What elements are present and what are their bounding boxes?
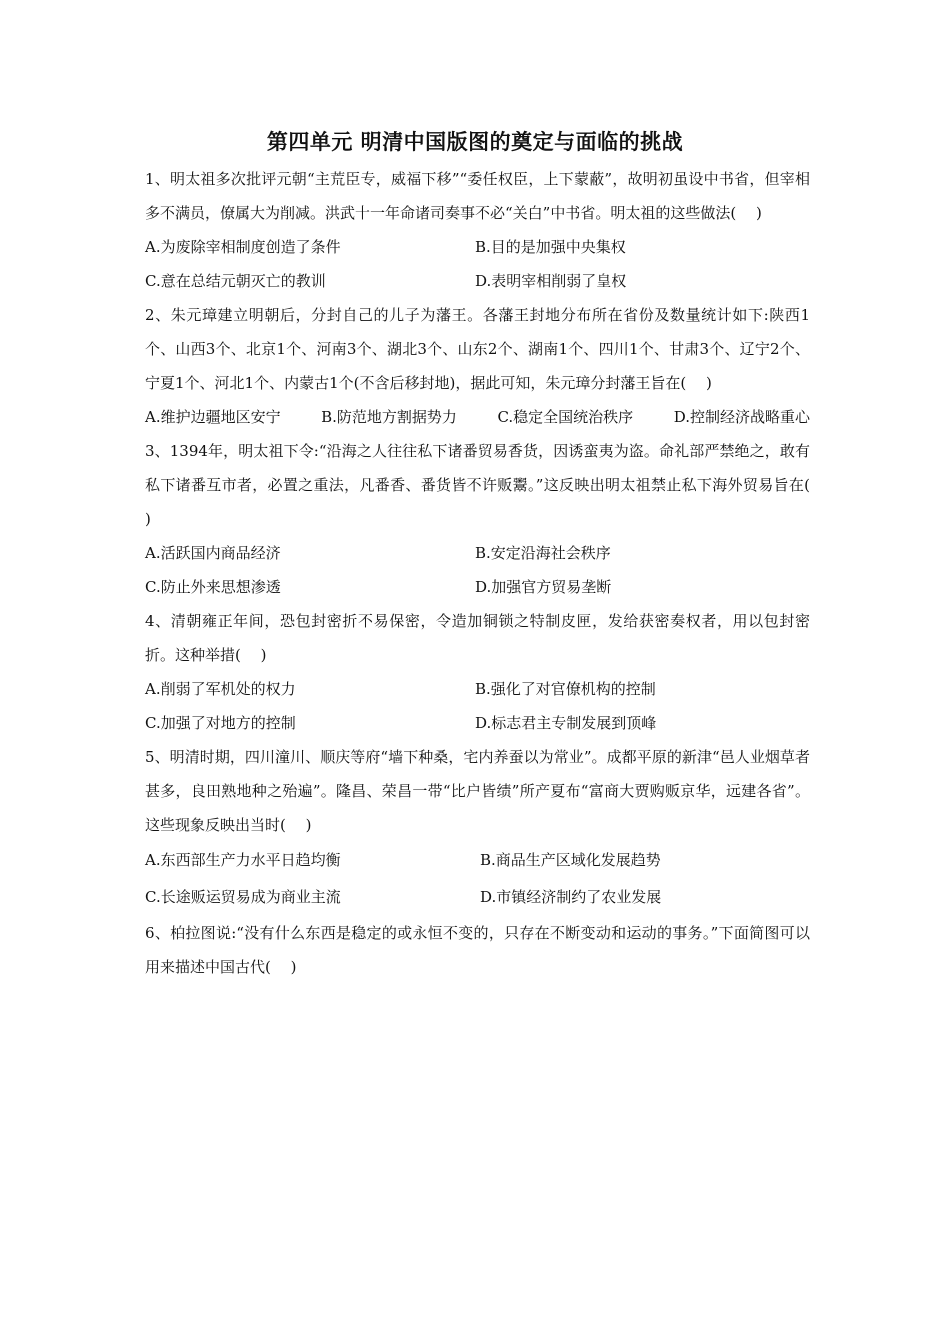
option-group [145, 536, 810, 604]
option-group [145, 672, 810, 740]
option-a: A.削弱了军机处的权力 [145, 680, 296, 698]
option-group [145, 842, 810, 916]
option-a: A.维护边疆地区安宁 [145, 408, 281, 426]
option-group [145, 230, 810, 298]
option-c: C.防止外来思想渗透 [145, 578, 281, 596]
option-d: D.加强官方贸易垄断 [475, 578, 612, 596]
question-2 [145, 298, 810, 434]
question-1 [145, 162, 810, 298]
question-stem: 4、清朝雍正年间，恐包封密折不易保密，令造加铜锁之特制皮匣，发给获密奏权者，用以包封密折。这种举措( ) [145, 612, 810, 664]
question-5 [145, 740, 810, 916]
question-stem: 6、柏拉图说:“没有什么东西是稳定的或永恒不变的，只存在不断变动和运动的事务。”下面简图可以用来描述中国古代( ) [145, 924, 810, 976]
option-b: B.安定沿海社会秩序 [475, 544, 611, 562]
option-b: B.防范地方割据势力 [321, 408, 457, 426]
option-b: B.目的是加强中央集权 [475, 238, 626, 256]
option-c: C.稳定全国统治秩序 [497, 408, 634, 426]
option-c: C.意在总结元朝灭亡的教训 [145, 272, 326, 290]
option-a: A.活跃国内商品经济 [145, 544, 281, 562]
option-d: D.控制经济战略重心 [673, 408, 810, 426]
question-6 [145, 916, 810, 984]
option-d: D.市镇经济制约了农业发展 [480, 888, 662, 906]
question-stem: 3、1394年，明太祖下令:“沿海之人往往私下诸番贸易香货，因诱蛮夷为盗。命礼部严禁绝之，敢有私下诸番互市者，必置之重法，凡番香、番货皆不许贩鬻。”这反映出明太祖禁止私下海外贸易旨在( ) [145, 442, 845, 528]
option-group [145, 400, 810, 434]
question-stem: 1、明太祖多次批评元朝“主荒臣专，威福下移”“委任权臣，上下蒙蔽”，故明初虽设中书省，但宰相多不满员，僚属大为削减。洪武十一年命诸司奏事不必“关白”中书省。明太祖的这些做法( ) [145, 170, 810, 222]
option-c: C.长途贩运贸易成为商业主流 [145, 888, 341, 906]
question-stem: 2、朱元璋建立明朝后，分封自己的儿子为藩王。各藩王封地分布所在省份及数量统计如下:陕西1个、山西3个、北京1个、河南3个、湖北3个、山东2个、湖南1个、四川1个、甘肃3个、辽宁2个、宁夏1个、河北1个、内蒙古1个(不含后移封地)，据此可知，朱元璋分封藩王旨在( ) [145, 306, 810, 392]
option-a: A.为废除宰相制度创造了条件 [145, 238, 341, 256]
option-a: A.东西部生产力水平日趋均衡 [145, 851, 341, 869]
question-stem: 5、明清时期，四川潼川、顺庆等府“墙下种桑，宅内养蚕以为常业”。成都平原的新津“邑人业烟草者甚多，良田熟地种之殆遍”。隆昌、荣昌一带“比户皆绩”所产夏布“富商大贾购贩京华，远建各省”。这些现象反映出当时( ) [145, 748, 810, 834]
option-b: B.强化了对官僚机构的控制 [475, 680, 656, 698]
page-title: 第四单元 明清中国版图的奠定与面临的挑战 [266, 130, 684, 154]
option-b: B.商品生产区域化发展趋势 [480, 851, 661, 869]
question-4 [145, 604, 810, 740]
question-3 [145, 434, 845, 604]
option-d: D.标志君主专制发展到顶峰 [475, 714, 657, 732]
option-c: C.加强了对地方的控制 [145, 714, 296, 732]
question-list [145, 162, 845, 984]
option-d: D.表明宰相削弱了皇权 [475, 272, 627, 290]
